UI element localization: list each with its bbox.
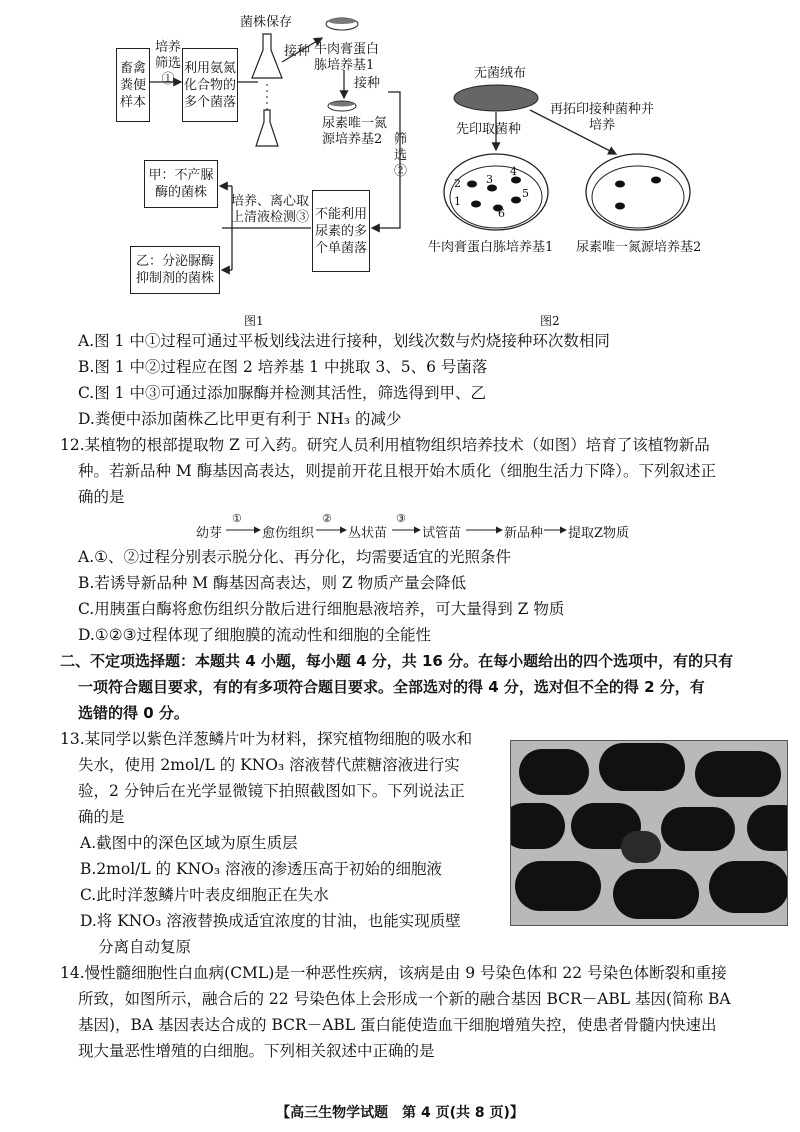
step2-label: 筛选② [394, 132, 408, 179]
dish2-label: 尿素唯一氮源培养基2 [576, 240, 702, 255]
q12-option-c: C.用胰蛋白酶将愈伤组织分散后进行细胞悬液培养，可大量得到 Z 物质 [78, 600, 565, 618]
q13-option-d: D.将 KNO₃ 溶液替换成适宜浓度的甘油，也能实现质壁 [80, 912, 461, 930]
flow-bud: 幼芽 [196, 526, 223, 541]
colony-num-6: 6 [498, 207, 505, 220]
flow-extract: 提取Z物质 [568, 526, 630, 541]
q13-option-b: B.2mol/L 的 KNO₃ 溶液的渗透压高于初始的细胞液 [80, 860, 443, 878]
page-footer: 【高三生物学试题 第 4 页(共 8 页)】 [276, 1105, 524, 1121]
q11-option-c: C.图 1 中③可通过添加脲酶并检测其活性，筛选得到甲、乙 [78, 384, 486, 402]
q14-stem-2: 所致，如图所示，融合后的 22 号染色体上会形成一个新的融合基因 BCR－ABL 基因(简称 BA [78, 990, 731, 1008]
medium1-label: 牛肉膏蛋白胨培养基1 [314, 42, 380, 73]
flow-step3: ③ [396, 512, 406, 525]
flow-callus: 愈伤组织 [262, 526, 315, 541]
flow-plantlet: 试管苗 [422, 526, 462, 541]
q12-option-d: D.①②③过程体现了细胞膜的流动性和细胞的全能性 [78, 626, 431, 644]
medium2-label: 尿素唯一氮源培养基2 [322, 116, 388, 147]
colony-num-4: 4 [510, 165, 517, 178]
figure-2-diagram [420, 80, 730, 240]
q13-stem-2: 失水，使用 2mol/L 的 KNO₃ 溶液替代蔗糖溶液进行实 [78, 756, 460, 774]
q13-option-d-cont: 分离自动复原 [98, 938, 192, 956]
q12-stem-2: 种。若新品种 M 酶基因高表达，则提前开花且根开始木质化（细胞生活力下降）。下列叙述正 [78, 462, 716, 480]
reprint-label: 再拓印接种菌种并培养 [549, 102, 654, 133]
q11-option-b: B.图 1 中②过程应在图 2 培养基 1 中挑取 3、5、6 号菌落 [78, 358, 488, 376]
step3-label: 培养、离心取上清液检测③ [230, 194, 309, 225]
section2-line-1: 二、不定项选择题：本题共 4 小题，每小题 4 分，共 16 分。在每小题给出的四个选项中，有的只有 [60, 652, 734, 670]
colony-num-3: 3 [486, 173, 493, 186]
colony-num-2: 2 [454, 177, 461, 190]
q11-option-a: A.图 1 中①过程可通过平板划线法进行接种，划线次数与灼烧接种环次数相同 [78, 332, 610, 350]
first-print-label: 先印取菌种 [456, 122, 522, 137]
q13-option-c: C.此时洋葱鳞片叶表皮细胞正在失水 [80, 886, 329, 904]
figure-1-caption: 图1 [244, 314, 264, 328]
inoculate2-label: 接种 [354, 76, 381, 91]
q14-stem-1: 14.慢性髓细胞性白血病(CML)是一种恶性疾病，该病是由 9 号染色体和 22 号染色体断裂和重接 [60, 964, 727, 982]
figure-2-caption: 图2 [540, 314, 560, 328]
q12-option-b: B.若诱导新品种 M 酶基因高表达，则 Z 物质产量会降低 [78, 574, 467, 592]
single-colony-box: 不能利用尿素的多个单菌落 [312, 190, 370, 272]
dish1-label: 牛肉膏蛋白胨培养基1 [428, 240, 554, 255]
velvet-label: 无菌绒布 [474, 66, 527, 81]
colony-num-1: 1 [454, 195, 461, 208]
strain-jia-box: 甲：不产脲酶的菌株 [144, 160, 218, 208]
inoculate1-label: 接种 [284, 44, 311, 59]
q14-stem-4: 现大量恶性增殖的白细胞。下列相关叙述中正确的是 [78, 1042, 435, 1060]
figure-1-arrows [0, 0, 420, 310]
colonies-box: 利用氨氮化合物的多个菌落 [182, 48, 238, 122]
q12-flowchart [196, 512, 656, 542]
storage-label: 菌株保存 [240, 15, 293, 30]
q13-stem-1: 13.某同学以紫色洋葱鳞片叶为材料，探究植物细胞的吸水和 [60, 730, 473, 748]
q13-stem-3: 验，2 分钟后在光学显微镜下拍照截图如下。下列说法正 [78, 782, 465, 800]
flow-step1: ① [232, 512, 242, 525]
q12-stem-1: 12.某植物的根部提取物 Z 可入药。研究人员利用植物组织培养技术（如图）培育了该植物新品 [60, 436, 710, 454]
step1-label: 培养筛选① [154, 40, 181, 87]
colony-num-5: 5 [522, 187, 529, 200]
q11-option-d: D.粪便中添加菌株乙比甲更有利于 NH₃ 的减少 [78, 410, 402, 428]
strain-yi-box: 乙：分泌脲酶抑制剂的菌株 [130, 246, 220, 294]
q12-option-a: A.①、②过程分别表示脱分化、再分化，均需要适宜的光照条件 [78, 548, 512, 566]
micrograph-image [510, 740, 788, 926]
section2-line-2: 一项符合题目要求，有的有多项符合题目要求。全部选对的得 4 分，选对但不全的得 2 分，有 [78, 678, 705, 696]
flow-step2: ② [322, 512, 332, 525]
q13-option-a: A.截图中的深色区域为原生质层 [80, 834, 298, 852]
q14-stem-3: 基因)，BA 基因表达合成的 BCR－ABL 蛋白能使造血干细胞增殖失控，使患者骨髓内快速出 [78, 1016, 717, 1034]
flow-arrows [196, 516, 656, 542]
q13-stem-4: 确的是 [78, 808, 125, 826]
flow-cluster: 丛状苗 [348, 526, 388, 541]
flow-variety: 新品种 [504, 526, 544, 541]
q12-stem-3: 确的是 [78, 488, 125, 506]
sample-box: 畜禽粪便样本 [116, 48, 150, 122]
section2-line-3: 选错的得 0 分。 [78, 704, 189, 722]
